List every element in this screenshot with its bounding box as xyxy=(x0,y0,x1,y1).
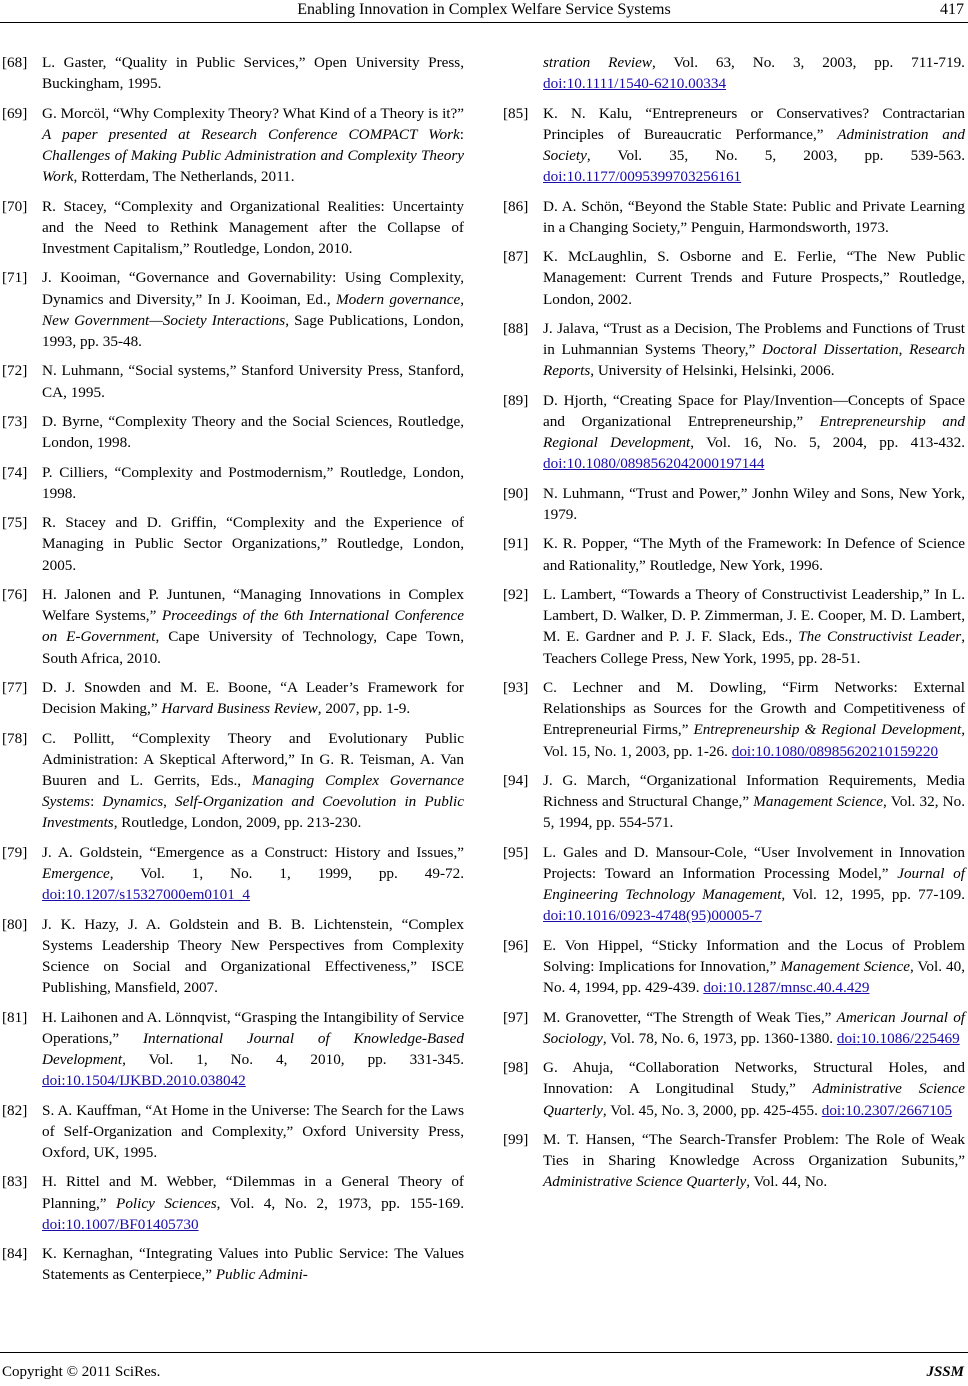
running-title: Enabling Innovation in Complex Welfare Service Systems xyxy=(297,1,671,18)
reference-number: [83] xyxy=(2,1173,28,1191)
reference-italic-text: Administrative Science Quarterly xyxy=(543,1080,965,1119)
reference-text: , Vol. 15, No. 1, 2003, pp. 1-26. xyxy=(543,721,966,760)
reference-entry xyxy=(503,318,965,382)
reference-italic-text: Doctoral Dissertation xyxy=(761,341,899,359)
reference-number: [80] xyxy=(2,915,28,933)
reference-entry xyxy=(2,462,464,504)
page-number: 417 xyxy=(940,1,964,18)
reference-number: [95] xyxy=(503,843,529,861)
reference-entry xyxy=(503,533,965,575)
reference-text: , Vol. 32, No. 5, 1994, pp. 554-571. xyxy=(543,793,965,832)
reference-text: K. McLaughlin, S. Osborne and E. Ferlie, “The New Public Management: Current Trends and Future Prospects,” Routledge, London, 2002. xyxy=(543,248,965,308)
reference-entry xyxy=(503,1007,965,1049)
reference-text: S. A. Kauffman, “At Home in the Universe: The Search for the Laws of Self-Organization and Complexity,” Oxford University Press, Oxford, UK, 1995. xyxy=(42,1101,464,1161)
doi-link[interactable]: doi:10.1080/08985620210159220 xyxy=(731,742,939,760)
reference-text: , Routledge, London, 2009, pp. 213-230. xyxy=(113,814,362,832)
reference-text: P. Cilliers, “Complexity and Postmodernism,” Routledge, London, 1998. xyxy=(42,463,464,502)
reference-text: M. T. Hansen, “The Search-Transfer Problem: The Role of Weak Ties in Sharing Knowledge Across Organization Subunits,” xyxy=(543,1130,965,1170)
reference-entry xyxy=(503,770,965,834)
reference-text: , Vol. 35, No. 5, 2003, pp. 539-563. xyxy=(586,147,965,164)
reference-number: [91] xyxy=(503,535,529,553)
reference-text: , Sage Publications, London, 1993, pp. 35-48. xyxy=(42,311,464,350)
reference-italic-text: stration Review xyxy=(543,54,652,71)
reference-italic-text: International Journal of Knowledge-Based Development xyxy=(42,1029,464,1068)
reference-text: G. Ahuja, “Collaboration Networks, Structural Holes, and Innovation: A Longitudinal Study,” xyxy=(543,1059,965,1098)
reference-entry xyxy=(2,1243,464,1285)
reference-entry xyxy=(2,360,464,402)
footer-rule xyxy=(0,1352,968,1353)
reference-italic-text: Administration and Society xyxy=(543,125,965,164)
reference-text: : xyxy=(459,125,464,143)
journal-abbreviation: JSSM xyxy=(926,1364,964,1380)
reference-italic-text: Self-Organization and Coevolution in Public Investments xyxy=(42,793,464,832)
reference-italic-text: Administrative Science Quarterly xyxy=(543,1173,747,1191)
reference-text: L. Gales and D. Mansour-Cole, “User Involvement in Innovation Projects: Toward an Information Processing Model,” xyxy=(543,843,965,882)
reference-number: [99] xyxy=(503,1130,529,1148)
reference-entry xyxy=(2,512,464,576)
reference-text: K. Kernaghan, “Integrating Values into Public Service: The Values Statements as Centerpiece,” xyxy=(42,1245,464,1284)
reference-number: [96] xyxy=(503,936,529,954)
reference-number: [86] xyxy=(503,197,529,215)
reference-text: , xyxy=(898,341,910,359)
doi-link[interactable]: doi:10.1504/IJKBD.2010.038042 xyxy=(42,1072,246,1090)
reference-number: [98] xyxy=(503,1059,529,1077)
reference-number: [89] xyxy=(503,391,529,409)
reference-text: C. Pollitt, “Complexity Theory and Evolutionary Public Administration: A Skeptical Afterword,” In G. R. Teisman, A. Van Buuren and L. Gerrits, Eds., xyxy=(42,729,464,789)
doi-link[interactable]: doi:10.1287/mnsc.40.4.429 xyxy=(703,979,870,997)
reference-text: D. Hjorth, “Creating Space for Play/Invention—Concepts of Space and Organizational Entrepreneurship,” xyxy=(543,391,965,430)
reference-entry xyxy=(2,196,464,260)
reference-entry xyxy=(2,728,464,834)
reference-number: [93] xyxy=(503,678,529,696)
reference-text: H. Rittel and M. Webber, “Dilemmas in a General Theory of Planning,” xyxy=(42,1173,464,1212)
reference-text: L. Gaster, “Quality in Public Services,” Open University Press, Buckingham, 1995. xyxy=(42,54,464,93)
reference-entry xyxy=(503,584,965,669)
reference-number: [75] xyxy=(2,514,28,532)
reference-text: G. Morcöl, “Why Complexity Theory? What Kind of a Theory is it?” xyxy=(42,104,464,122)
reference-number: [88] xyxy=(503,319,529,337)
reference-entry xyxy=(2,1007,464,1092)
reference-text: , 2007, pp. 1-9. xyxy=(317,700,411,718)
reference-italic-text: Entrepreneurship & Regional Development xyxy=(693,721,962,739)
reference-italic-text: Harvard Business Review xyxy=(161,700,318,718)
reference-number: [97] xyxy=(503,1008,529,1026)
reference-entry xyxy=(503,1129,965,1193)
reference-number: [74] xyxy=(2,463,28,481)
reference-number: [82] xyxy=(2,1101,28,1119)
reference-italic-text: Research Reports xyxy=(543,341,966,380)
reference-italic-text: Management Science xyxy=(780,957,910,975)
reference-number: [73] xyxy=(2,412,28,430)
reference-text: L. Lambert, “Towards a Theory of Constructivist Leadership,” In L. Lambert, D. Walker, D. P. Zimmerman, J. E. Cooper, M. D. Lambert, M. E. Gardner and P. J. F. Slack, Eds., xyxy=(543,585,965,646)
reference-number: [69] xyxy=(2,104,28,122)
reference-text: , Vol. 40, No. 4, 1994, pp. 429-439. xyxy=(543,957,965,997)
reference-italic-text: Modern governance xyxy=(335,290,461,308)
reference-text: , Teachers College Press, New York, 1995, pp. 28-51. xyxy=(543,628,965,667)
reference-italic-text: Policy Sciences xyxy=(116,1194,217,1212)
reference-italic-text: A paper presented at Research Conference COMPACT Work xyxy=(42,125,460,143)
reference-italic-text: American Journal of Sociology xyxy=(543,1008,966,1047)
reference-number: [70] xyxy=(2,197,28,215)
doi-link[interactable]: doi:10.1080/0898562042000197144 xyxy=(543,455,765,473)
reference-number: [68] xyxy=(2,54,28,71)
reference-text: : xyxy=(90,793,103,811)
reference-entry xyxy=(503,677,965,762)
reference-number: [94] xyxy=(503,771,529,789)
reference-entry xyxy=(503,52,965,94)
reference-text: , Vol. 63, No. 3, 2003, pp. 711-719. xyxy=(651,54,965,71)
reference-italic-text: Proceedings of the xyxy=(161,607,279,625)
doi-link[interactable]: doi:10.2307/2667105 xyxy=(821,1101,953,1119)
reference-text: , xyxy=(163,793,175,811)
reference-entry xyxy=(503,1057,965,1121)
reference-entry xyxy=(503,842,965,927)
reference-entry xyxy=(503,246,965,310)
reference-text: , Vol. 16, No. 5, 2004, pp. 413-432. xyxy=(690,434,965,452)
page-header xyxy=(0,0,968,26)
reference-text: D. A. Schön, “Beyond the Stable State: Public and Private Learning in a Changing Society,” Penguin, Harmondsworth, 1973. xyxy=(543,197,965,236)
reference-text: J. K. Hazy, J. A. Goldstein and B. B. Lichtenstein, “Complex Systems Leadership Theory New Perspectives from Complexity Science on Social and Organizational Effectiveness,” ISCE Publishing, Mansfield, 2007. xyxy=(42,915,464,997)
reference-number: [87] xyxy=(503,248,529,266)
reference-number: [90] xyxy=(503,484,529,502)
reference-entry xyxy=(2,1171,464,1235)
reference-number: [77] xyxy=(2,678,28,696)
doi-link[interactable]: doi:10.1016/0923-4748(95)00005-7 xyxy=(543,907,762,925)
header-rule xyxy=(0,22,968,23)
reference-text: M. Granovetter, “The Strength of Weak Ties,” xyxy=(543,1008,837,1026)
reference-entry xyxy=(2,842,464,906)
reference-text: D. J. Snowden and M. E. Boone, “A Leader’s Framework for Decision Making,” xyxy=(42,678,464,718)
reference-italic-text: Management Science xyxy=(753,793,884,811)
doi-link[interactable]: doi:10.1086/225469 xyxy=(836,1029,960,1047)
reference-entry xyxy=(503,390,965,475)
reference-text: D. Byrne, “Complexity Theory and the Social Sciences, Routledge, London, 1998. xyxy=(42,412,464,452)
reference-entry xyxy=(2,52,464,94)
reference-entry xyxy=(503,196,965,238)
reference-number: [76] xyxy=(2,585,28,603)
doi-link[interactable]: doi:10.1007/BF01405730 xyxy=(42,1215,199,1233)
reference-text: J. Jalava, “Trust as a Decision, The Problems and Functions of Trust in Luhmannian Systems Theory,” xyxy=(543,319,965,359)
reference-entry xyxy=(2,584,464,669)
reference-number: [78] xyxy=(2,729,28,747)
reference-text: 6 xyxy=(278,607,292,625)
reference-text: J. G. March, “Organizational Information Requirements, Media Richness and Structural Change,” xyxy=(543,771,965,811)
reference-italic-text: Public Admini- xyxy=(215,1266,308,1284)
reference-entry xyxy=(503,103,965,188)
reference-entry xyxy=(2,103,464,188)
doi-link[interactable]: doi:10.1177/0095399703256161 xyxy=(543,168,742,186)
reference-entry xyxy=(2,1100,464,1164)
reference-text: , Rotterdam, The Netherlands, 2011. xyxy=(73,168,295,186)
reference-text: , Cape University of Technology, Cape Town, South Africa, 2010. xyxy=(42,628,465,667)
reference-number: [92] xyxy=(503,585,529,603)
reference-text: , xyxy=(460,290,464,308)
reference-text: , Vol. 12, 1995, pp. 77-109. xyxy=(781,886,965,904)
reference-text: , University of Helsinki, Helsinki, 2006. xyxy=(590,362,835,380)
reference-number: [81] xyxy=(2,1008,28,1026)
reference-italic-text: The Constructivist Leader xyxy=(798,628,962,646)
reference-italic-text: Journal of Engineering Technology Management xyxy=(543,864,965,904)
reference-italic-text: Emergence xyxy=(42,864,110,882)
reference-text: K. R. Popper, “The Myth of the Framework: In Defence of Science and Rationality,” Routledge, New York, 1996. xyxy=(543,535,965,574)
reference-text: J. A. Goldstein, “Emergence as a Construct: History and Issues,” xyxy=(42,843,464,861)
reference-italic-text: Challenges of Making Public Administration and Complexity Theory Work xyxy=(42,147,464,186)
reference-entry xyxy=(503,483,965,525)
reference-entry xyxy=(2,677,464,719)
doi-link[interactable]: doi:10.1111/1540-6210.00334 xyxy=(543,75,727,93)
reference-number: [84] xyxy=(2,1245,28,1263)
reference-entry xyxy=(503,935,965,999)
reference-entry xyxy=(2,411,464,453)
reference-text: , Vol. 45, No. 3, 2000, pp. 425-455. xyxy=(602,1101,822,1119)
reference-text: , Vol. 44, No. xyxy=(746,1173,828,1191)
reference-entry xyxy=(2,267,464,352)
reference-number: [72] xyxy=(2,362,28,380)
reference-italic-text: Managing Complex Governance Systems xyxy=(42,771,464,811)
page-footer xyxy=(0,1352,968,1386)
reference-text: , Vol. 4, No. 2, 1973, pp. 155-169. xyxy=(216,1194,464,1212)
reference-italic-text: th International Conference on E-Government xyxy=(42,607,465,646)
reference-number: [85] xyxy=(503,104,529,122)
reference-text: R. Stacey, “Complexity and Organizational Realities: Uncertainty and the Need to Rethink Management after the Collapse of Investment Capitalism,” Routledge, London, 2010. xyxy=(42,197,464,257)
reference-italic-text: Entrepreneurship and Regional Development xyxy=(543,412,965,452)
reference-text: K. N. Kalu, “Entrepreneurs or Conservatives? Contractarian Principles of Bureaucratic Performance,” xyxy=(543,104,965,143)
reference-text: , Vol. 78, No. 6, 1973, pp. 1360-1380. xyxy=(602,1029,837,1047)
copyright-notice: Copyright © 2011 SciRes. xyxy=(2,1364,161,1380)
reference-number: [71] xyxy=(2,269,28,287)
reference-italic-text: Dynamics xyxy=(102,793,164,811)
reference-entry xyxy=(2,914,464,999)
reference-text: H. Laihonen and A. Lönnqvist, “Grasping the Intangibility of Service Operations,” xyxy=(42,1008,464,1047)
reference-text: , Vol. 1, No. 4, 2010, pp. 331-345. xyxy=(122,1050,464,1068)
references-right-column xyxy=(503,52,965,1201)
references-left-column xyxy=(2,52,464,1294)
reference-italic-text: New Government—Society Interactions xyxy=(42,311,286,329)
reference-text: R. Stacey and D. Griffin, “Complexity and the Experience of Managing in Public Sector Organizations,” Routledge, London, 2005. xyxy=(42,514,464,574)
reference-text: , Vol. 1, No. 1, 1999, pp. 49-72. xyxy=(109,864,464,882)
reference-text: N. Luhmann, “Social systems,” Stanford University Press, Stanford, CA, 1995. xyxy=(42,362,464,401)
reference-text: J. Kooiman, “Governance and Governability: Using Complexity, Dynamics and Diversity,” In J. Kooiman, Ed., xyxy=(42,269,464,308)
reference-text: E. Von Hippel, “Sticky Information and the Locus of Problem Solving: Implications for Innovation,” xyxy=(543,936,965,975)
reference-text: H. Jalonen and P. Juntunen, “Managing Innovations in Complex Welfare Systems,” xyxy=(42,585,464,625)
reference-text: C. Lechner and M. Dowling, “Firm Networks: External Relationships as Sources for the Growth and Competitiveness of Entrepreneurial Firms,” xyxy=(543,678,965,739)
reference-number: [79] xyxy=(2,843,28,861)
reference-text: N. Luhmann, “Trust and Power,” Jonhn Wiley and Sons, New York, 1979. xyxy=(543,484,965,523)
doi-link[interactable]: doi:10.1207/s15327000em0101_4 xyxy=(42,886,250,904)
